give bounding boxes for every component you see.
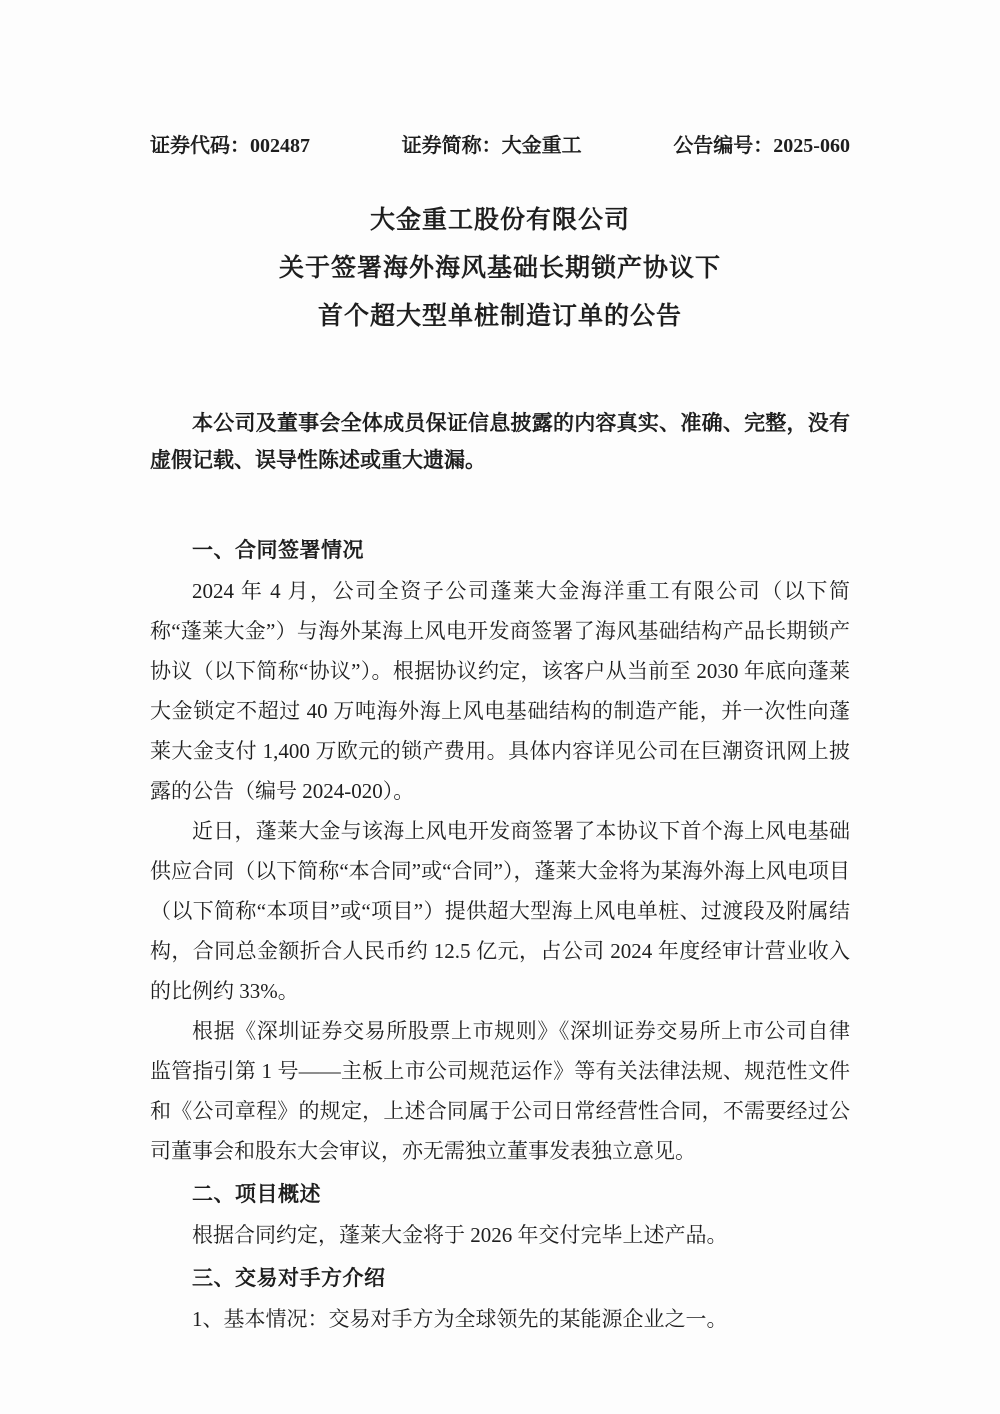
section-heading-project-overview: 二、项目概述	[192, 1183, 321, 1206]
section-heading-contract-signing: 一、合同签署情况	[192, 539, 364, 562]
paragraph-first-order: 近日，蓬莱大金与该海上风电开发商签署了本协议下首个海上风电基础供应合同（以下简称“本合同”或“合同”），蓬莱大金将为某海外海上风电项目（以下简称“本项目”或“项目”）提供超大型海上风电单桩、过渡段及附属结构，合同总金额折合人民币约 12.5 亿元，占公司 2024 年度经审计营业收入的比例约 33%。	[150, 819, 850, 1003]
stock-name: 证券简称：大金重工	[401, 135, 582, 157]
title-line-2: 关于签署海外海风基础长期锁产协议下	[278, 255, 721, 282]
announcement-number: 公告编号：2025-060	[673, 135, 850, 157]
paragraph-lockin-agreement: 2024 年 4 月，公司全资子公司蓬莱大金海洋重工有限公司（以下简称“蓬莱大金”）与海外某海上风电开发商签署了海风基础结构产品长期锁产协议（以下简称“协议”）。根据协议约定，该客户从当前至 2030 年底向蓬莱大金锁定不超过 40 万吨海外海上风电基础结构的制造产能，并一次性向蓬莱大金支付 1,400 万欧元的锁产费用。具体内容详见公司在巨潮资讯网上披露的公告（编号 2024-020）。	[150, 579, 850, 803]
section-heading-counterparty: 三、交易对手方介绍	[192, 1267, 386, 1290]
stock-code: 证券代码：002487	[150, 135, 310, 157]
document-content	[150, 0, 850, 1339]
paragraph-regulatory-basis: 根据《深圳证券交易所股票上市规则》《深圳证券交易所上市公司自律监管指引第 1 号——主板上市公司规范运作》等有关法律法规、规范性文件和《公司章程》的规定，上述合同属于公司日常经营性合同，不需要经过公司董事会和股东大会审议，亦无需独立董事发表独立意见。	[150, 1019, 850, 1163]
document-header	[150, 133, 850, 159]
title-line-1: 大金重工股份有限公司	[369, 207, 630, 234]
disclaimer-statement: 本公司及董事会全体成员保证信息披露的内容真实、准确、完整，没有虚假记载、误导性陈述或重大遗漏。	[150, 411, 850, 472]
paragraph-delivery: 根据合同约定，蓬莱大金将于 2026 年交付完毕上述产品。	[192, 1223, 728, 1247]
paragraph-counterparty-basic: 1、基本情况：交易对手方为全球领先的某能源企业之一。	[192, 1307, 728, 1331]
document-title	[150, 197, 850, 341]
title-line-3: 首个超大型单桩制造订单的公告	[317, 303, 682, 330]
